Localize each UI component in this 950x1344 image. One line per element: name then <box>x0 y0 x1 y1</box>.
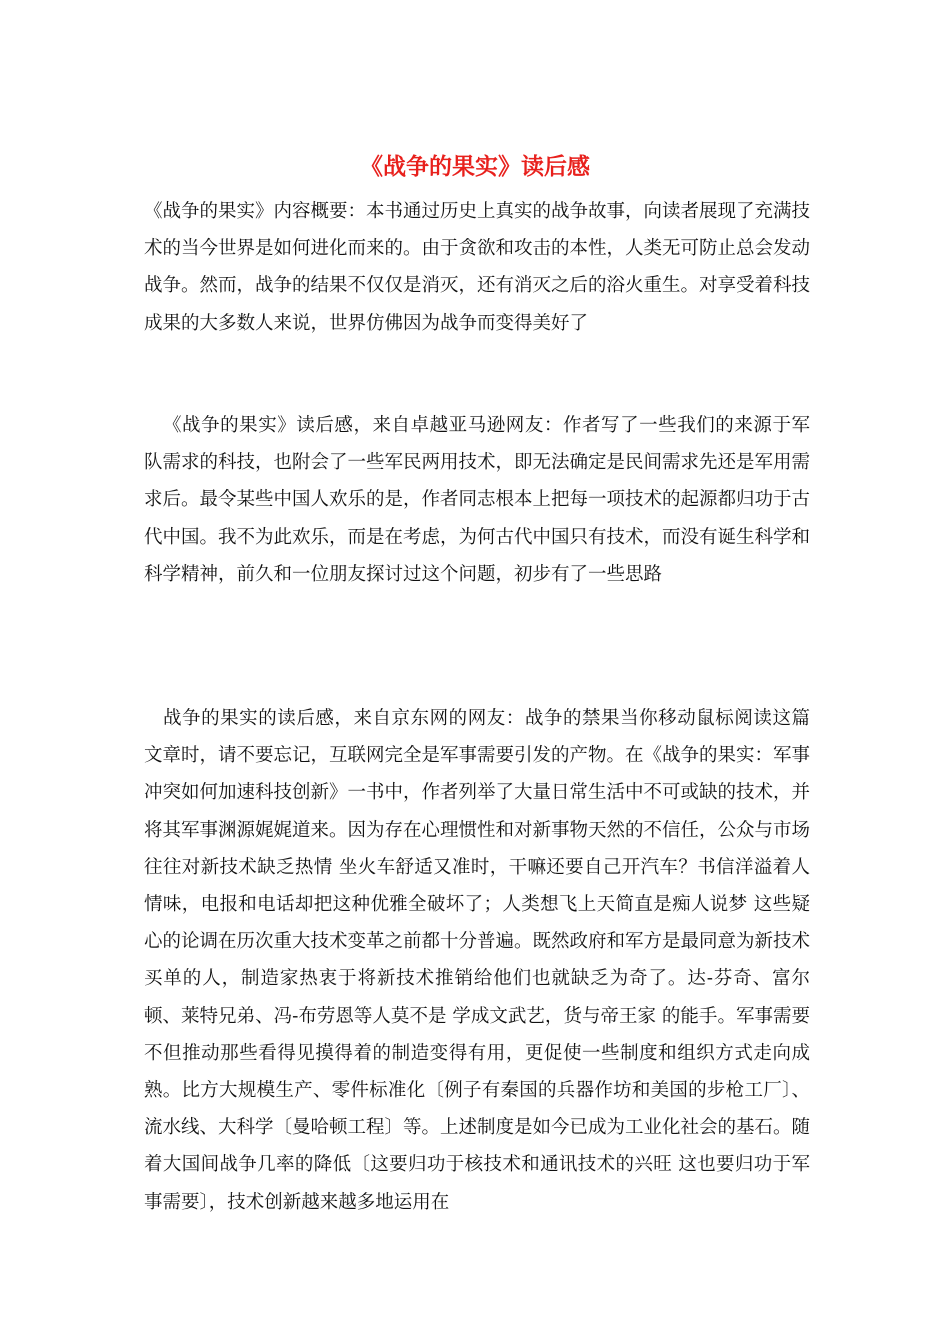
paragraph-jd-review: 战争的果实的读后感，来自京东网的网友：战争的禁果当你移动鼠标阅读这篇文章时，请不要忘记，互联网完全是军事需要引发的产物。在《战争的果实：军事冲突如何加速科技创新》一书中，作者列举了大量日常生活中不可或缺的技术，并将其军事渊源娓娓道来。因为存在心理惯性和对新事物天然的不信任，公众与市场往往对新技术缺乏热情 坐火车舒适又准时，干嘛还要自己开汽车？书信洋溢着人情味，电报和电话却把这种优雅全破坏了；人类想飞上天简直是痴人说梦 这些疑心的论调在历次重大技术变革之前都十分普遍。既然政府和军方是最同意为新技术买单的人，制造家热衷于将新技术推销给他们也就缺乏为奇了。达-芬奇、富尔顿、莱特兄弟、冯-布劳恩等人莫不是 学成文武艺，货与帝王家 的能手。军事需要不但推动那些看得见摸得着的制造变得有用，更促使一些制度和组织方式走向成熟。比方大规模生产、零件标准化〔例子有秦国的兵器作坊和美国的步枪工厂〕、流水线、大科学〔曼哈顿工程〕等。上述制度是如今已成为工业化社会的基石。随着大国间战争几率的降低〔这要归功于核技术和通讯技术的兴旺 这也要归功于军事需要〕，技术创新越来越多地运用在 <box>144 708 811 1213</box>
document-title: 《战争的果实》读后感 <box>360 153 590 180</box>
paragraph-amazon-review: 《战争的果实》读后感，来自卓越亚马逊网友：作者写了一些我们的来源于军队需求的科技，也附会了一些军民两用技术，即无法确定是民间需求先还是军用需求后。最令某些中国人欢乐的是，作者同志根本上把每一项技术的起源都归功于古代中国。我不为此欢乐，而是在考虑，为何古代中国只有技术，而没有诞生科学和科学精神，前久和一位朋友探讨过这个问题，初步有了一些思路 <box>144 415 811 585</box>
paragraph-summary: 《战争的果实》内容概要：本书通过历史上真实的战争故事，向读者展现了充满技术的当今世界是如何进化而来的。由于贪欲和攻击的本性，人类无可防止总会发动战争。然而，战争的结果不仅仅是消灭，还有消灭之后的浴火重生。对享受着科技成果的大多数人来说，世界仿佛因为战争而变得美好了 <box>144 201 811 334</box>
